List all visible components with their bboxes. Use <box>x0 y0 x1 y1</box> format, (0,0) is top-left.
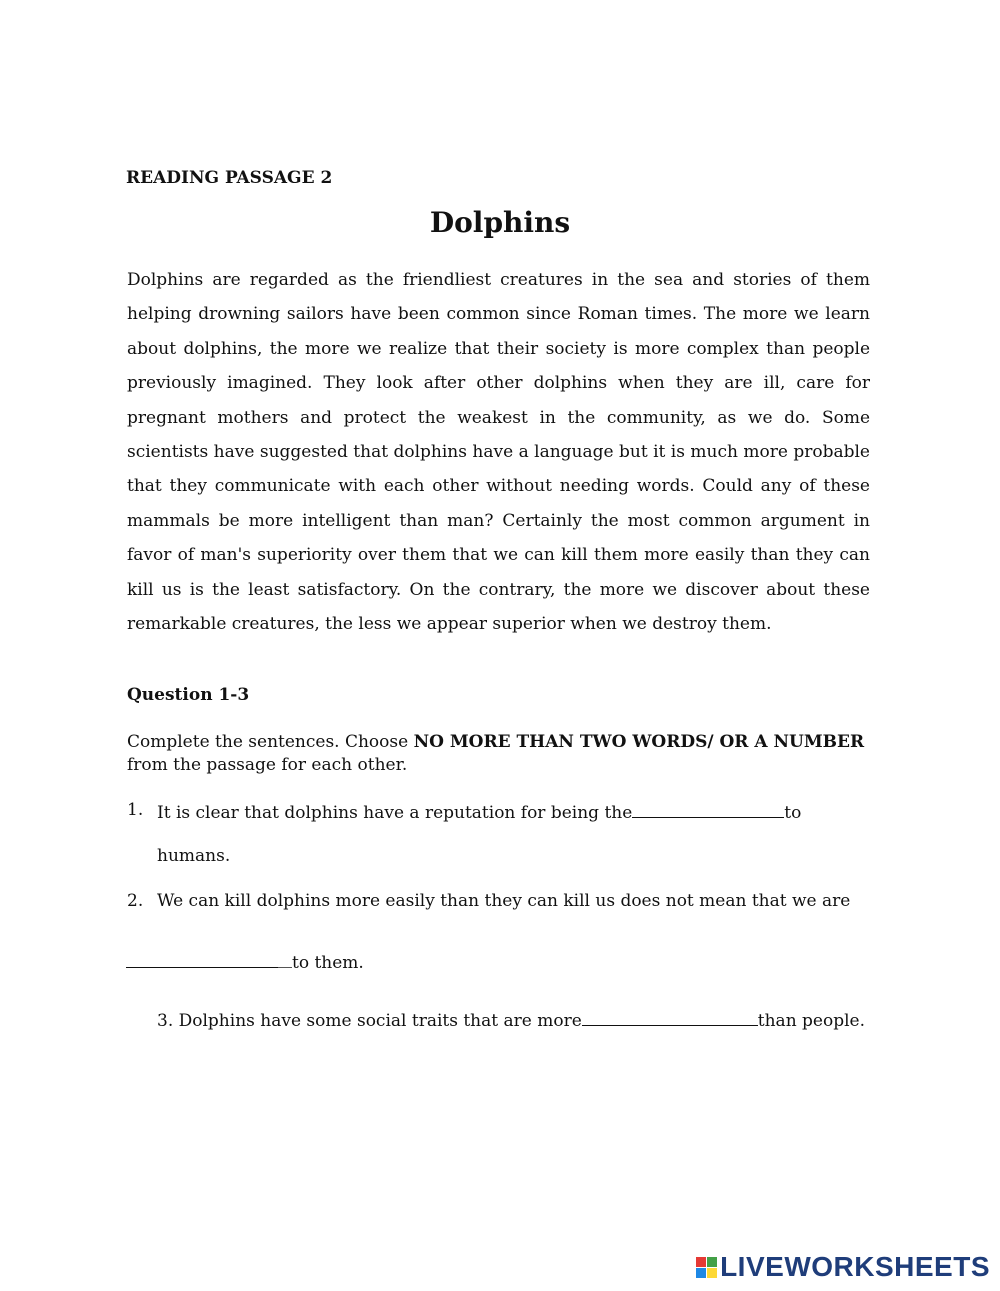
passage-label: READING PASSAGE 2 <box>126 168 333 188</box>
question-1 <box>157 800 801 823</box>
logo-blocks-icon <box>696 1257 717 1278</box>
answer-blank-2-extension <box>278 950 292 968</box>
question-1-continuation: humans. <box>157 846 231 866</box>
liveworksheets-logo[interactable] <box>696 1251 990 1283</box>
logo-text: LIVEWORKSHEETS <box>720 1251 990 1282</box>
question-2-number: 2. <box>127 891 144 911</box>
answer-blank-1[interactable] <box>632 800 784 818</box>
instruction-text: Complete the sentences. Choose <box>127 732 414 752</box>
question-3-text: 3. Dolphins have some social traits that are more <box>157 1011 582 1031</box>
answer-blank-2[interactable] <box>126 950 278 968</box>
page-title: Dolphins <box>429 206 571 239</box>
question-2-text-end: to them. <box>292 953 364 973</box>
question-3-text-end: than people. <box>757 1011 866 1031</box>
question-1-text: It is clear that dolphins have a reputation for being the <box>157 803 633 823</box>
answer-blank-3[interactable] <box>582 1008 758 1026</box>
question-1-number: 1. <box>127 800 144 820</box>
question-2-answer-line <box>126 950 364 973</box>
instructions <box>127 731 867 777</box>
question-2-text: We can kill dolphins more easily than they can kill us does not mean that we are <box>157 891 851 911</box>
instruction-text-end: from the passage for each other. <box>127 755 408 775</box>
reading-passage: Dolphins are regarded as the friendliest creatures in the sea and stories of them helping drowning sailors have been common since Roman times. The more we learn about dolphins, the more we realize that their society is more complex than people previously imagined. They look after other dolphins when they are ill, care for pregnant mothers and protect the weakest in the community, as we do. Some scientists have suggested that dolphins have a language but it is much more probable that they communicate with each other without needing words. Could any of these mammals be more intelligent than man? Certainly the most common argument in favor of man's superiority over them that we can kill them more easily than they can kill us is the least satisfactory. On the contrary, the more we discover about these remarkable creatures, the less we appear superior when we destroy them. <box>127 270 870 635</box>
question-3 <box>157 1008 865 1031</box>
instruction-emphasis: NO MORE THAN TWO WORDS/ OR A NUMBER <box>413 732 865 752</box>
question-heading: Question 1-3 <box>127 685 250 705</box>
question-1-text-end: to <box>784 803 802 823</box>
